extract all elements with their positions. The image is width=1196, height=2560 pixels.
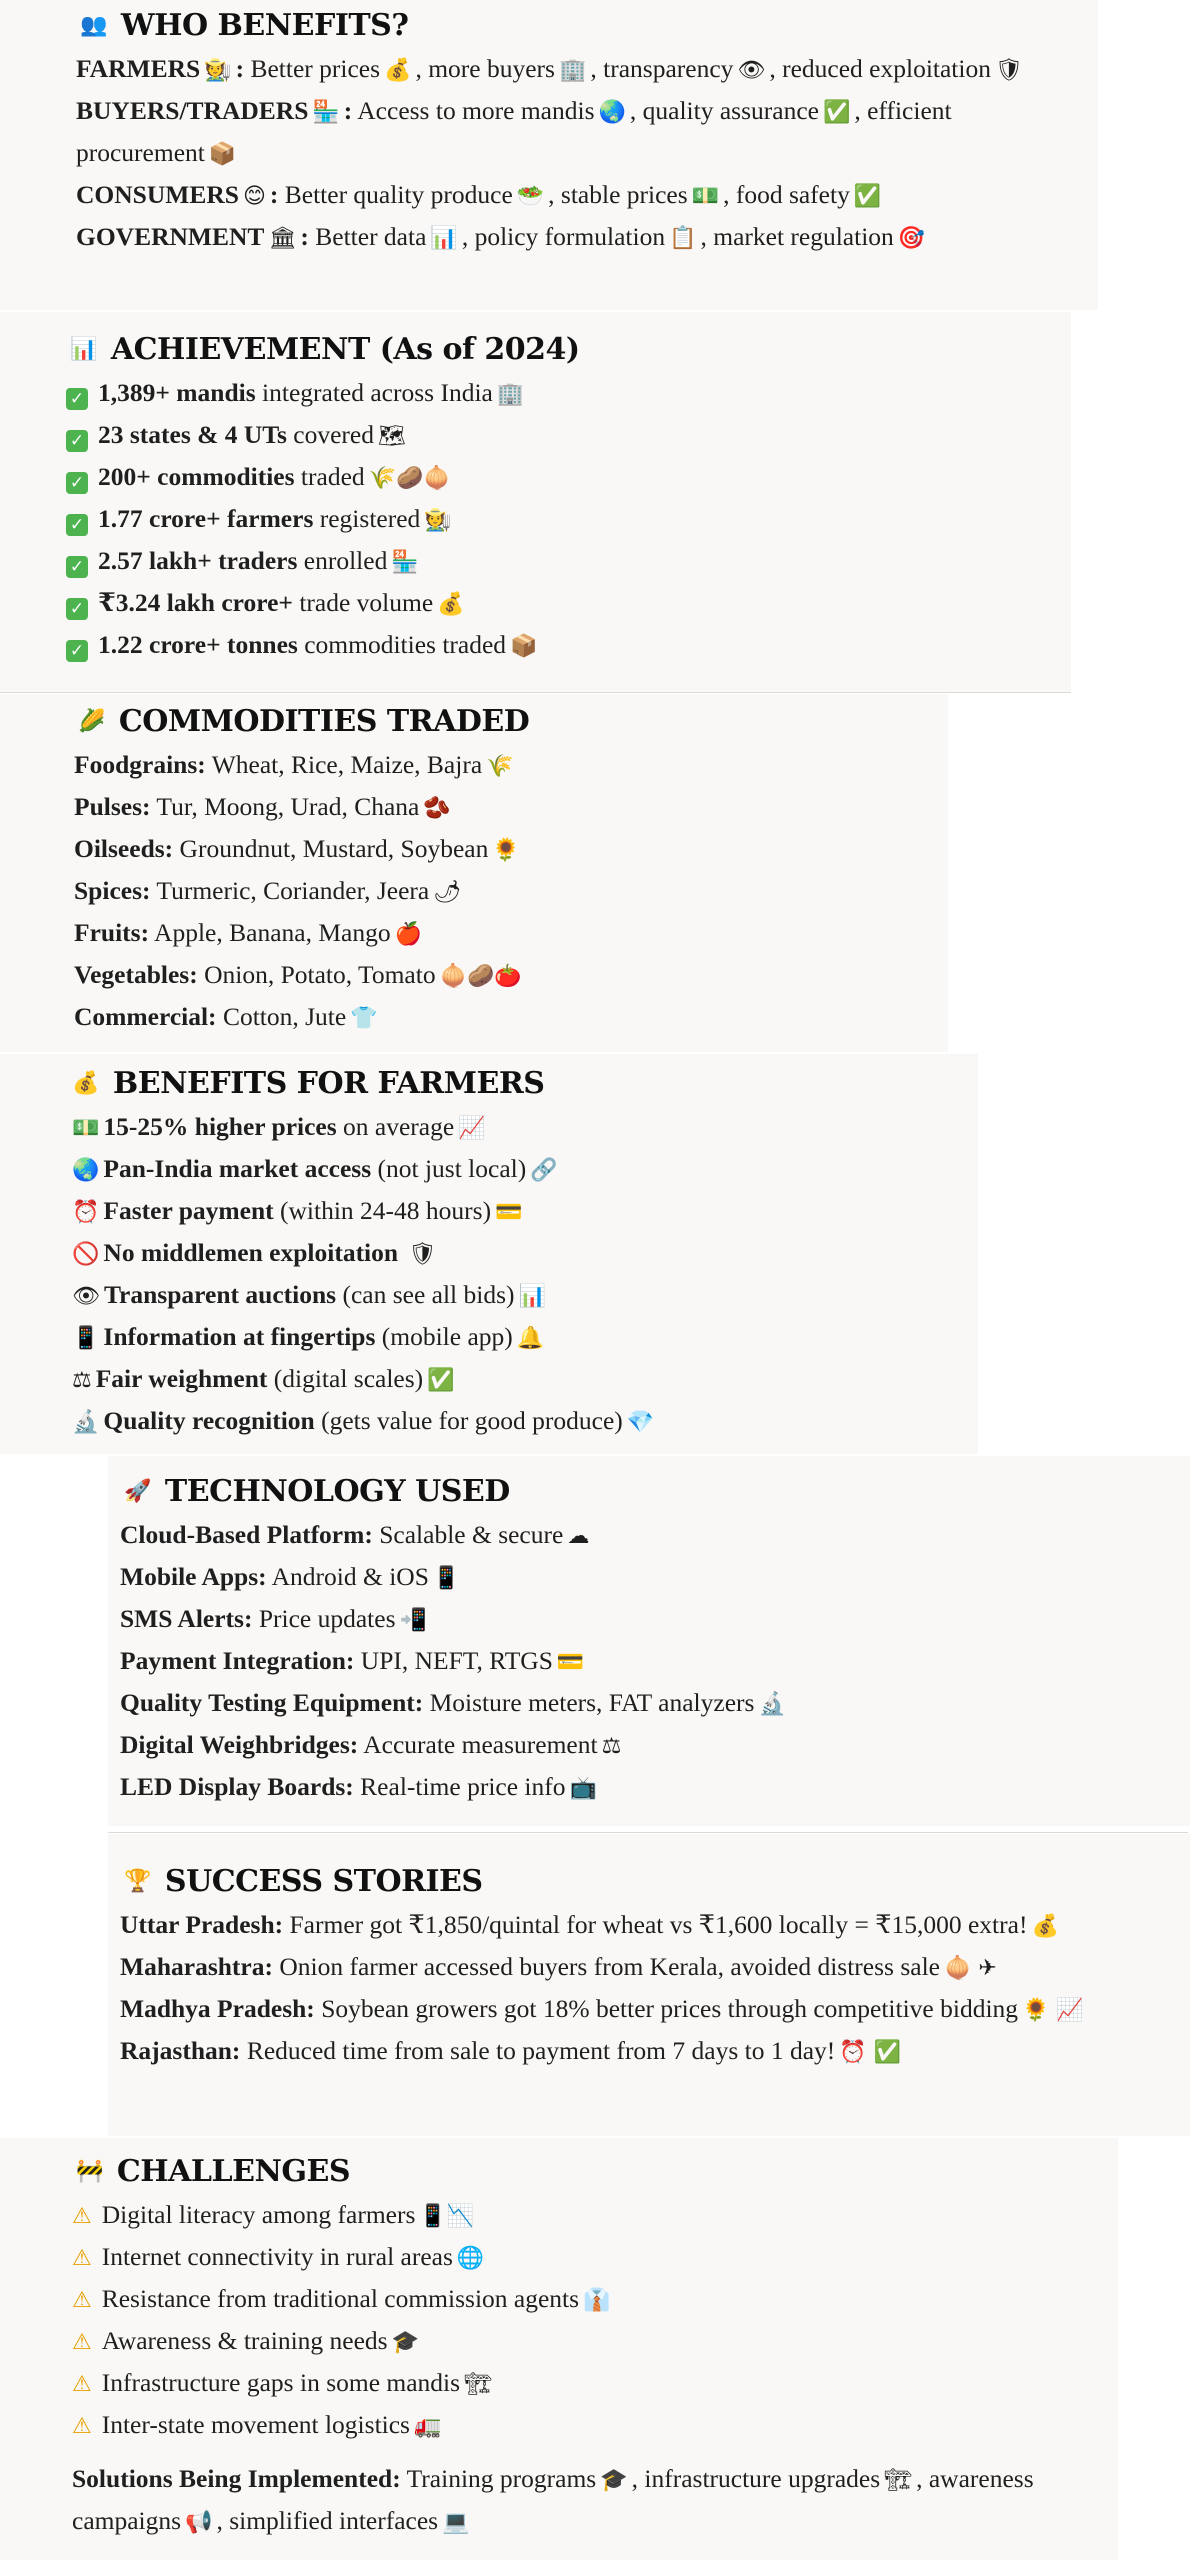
item-text: Price updates — [258, 1604, 396, 1633]
technology-item — [120, 1683, 1190, 1725]
money-bag-icon: 💰 — [384, 58, 412, 83]
construction-icon: 🚧 — [76, 2159, 103, 2184]
who-benefits-section — [0, 0, 1098, 310]
technology-item — [120, 1515, 1190, 1557]
item-label: 1.22 crore+ tonnes — [98, 630, 298, 659]
check-icon: ✅ — [853, 184, 882, 209]
store-icon: 🏪 — [312, 100, 340, 125]
checkmark-icon: ✓ — [66, 598, 88, 620]
item-text: Android & iOS — [271, 1562, 429, 1591]
benefit-item — [68, 1401, 978, 1443]
checkmark-icon: ✓ — [66, 514, 88, 536]
item-emoji-icon: 🔗 — [530, 1158, 558, 1183]
warning-icon: ⚠ — [72, 2414, 92, 2439]
item-emoji-icon: 🌐 — [456, 2246, 485, 2271]
item-text: Onion farmer accessed buyers from Kerala, avoided distress sale — [279, 1952, 940, 1981]
item-emoji-icon: 💎 — [626, 1410, 655, 1435]
challenges-section — [0, 2138, 1118, 2560]
item-text: Digital literacy among farmers — [101, 2200, 416, 2229]
item-text: commodities traded — [304, 630, 507, 659]
trophy-icon: 🏆 — [124, 1869, 151, 1894]
warning-icon: ⚠ — [72, 2330, 92, 2355]
item-label: Pan-India market access — [103, 1154, 372, 1183]
commodity-item — [74, 997, 948, 1039]
item-label: Uttar Pradesh: — [120, 1910, 284, 1939]
item-text: (digital scales) — [273, 1364, 424, 1393]
item-text: traded — [300, 462, 365, 491]
challenge-item — [72, 2321, 1118, 2363]
item-text: Infrastructure gaps in some mandis — [101, 2368, 461, 2397]
cash-icon: 💵 — [691, 184, 720, 209]
item-emoji-icon: ⏰ ✅ — [839, 2040, 902, 2065]
salad-icon: 🥗 — [516, 184, 545, 209]
bullet-icon: 🌏 — [72, 1158, 100, 1183]
item-text: Reduced time from sale to payment from 7 days to 1 day! — [246, 2036, 836, 2065]
item-label: Information at fingertips — [103, 1322, 376, 1351]
item-label: Spices: — [74, 876, 151, 905]
government-line: GOVERNMENT 🏛 : Better data 📊 , policy formulation 📋 , market regulation 🎯 — [76, 217, 1098, 259]
item-label: Oilseeds: — [74, 834, 174, 863]
money-bag-icon: 💰 — [72, 1071, 99, 1096]
item-text: Scalable & secure — [379, 1520, 564, 1549]
solutions-line: Solutions Being Implemented: Training programs 🎓 , infrastructure upgrades 🏗 , awareness campaigns 📢 , simplified interfaces 💻 — [72, 2459, 1072, 2543]
benefits-heading: 💰 BENEFITS FOR FARMERS — [72, 1066, 545, 1101]
item-emoji-icon: ⚖ — [601, 1734, 622, 1759]
check-icon: ✅ — [822, 100, 851, 125]
item-label: Commercial: — [74, 1002, 217, 1031]
target-icon: 🎯 — [897, 226, 926, 251]
item-text: Internet connectivity in rural areas — [101, 2242, 453, 2271]
item-emoji-icon: 📲 — [399, 1608, 427, 1633]
commodity-item — [74, 745, 948, 787]
item-text: (not just local) — [377, 1154, 527, 1183]
warning-icon: ⚠ — [72, 2288, 92, 2313]
item-emoji-icon: 🧅 ✈ — [943, 1956, 997, 1981]
item-emoji-icon: 🌾 — [486, 754, 514, 779]
item-emoji-icon: 🏪 — [391, 550, 419, 575]
item-emoji-icon: 🍎 — [394, 922, 422, 947]
item-emoji-icon: 🔔 — [516, 1326, 545, 1351]
item-label: Fruits: — [74, 918, 150, 947]
item-emoji-icon: 📱📉 — [419, 2204, 475, 2229]
who-benefits-heading: 👥 WHO BENEFITS? — [80, 8, 409, 43]
challenge-item — [72, 2279, 1118, 2321]
item-label: 1,389+ mandis — [98, 378, 256, 407]
globe-icon: 🌏 — [598, 100, 626, 125]
consumers-line: CONSUMERS 😊 : Better quality produce 🥗 , stable prices 💵 , food safety ✅ — [76, 175, 1098, 217]
checkmark-icon: ✓ — [66, 556, 88, 578]
item-label: Mobile Apps: — [120, 1562, 267, 1591]
item-label: 200+ commodities — [98, 462, 295, 491]
item-text: integrated across India — [262, 378, 493, 407]
achievement-item — [66, 541, 1071, 583]
shield-icon: 🛡 — [994, 58, 1023, 83]
clipboard-icon: 📋 — [669, 226, 697, 251]
item-emoji-icon: 🌶 — [433, 880, 462, 905]
bullet-icon: 📱 — [72, 1326, 100, 1351]
rocket-icon: 🚀 — [124, 1479, 151, 1504]
success-item — [120, 1947, 1160, 1989]
item-text: on average — [343, 1112, 455, 1141]
item-label: Quality Testing Equipment: — [120, 1688, 424, 1717]
checkmark-icon: ✓ — [66, 472, 88, 494]
item-emoji-icon: 📈 — [458, 1116, 486, 1141]
chart-icon: 📊 — [430, 226, 458, 251]
commodity-item — [74, 955, 948, 997]
item-text: Farmer got ₹1,850/quintal for wheat vs ₹1,600 locally = ₹15,000 extra! — [289, 1910, 1028, 1939]
item-text: Real-time price info — [360, 1772, 566, 1801]
success-section — [108, 1834, 1190, 2136]
item-label: SMS Alerts: — [120, 1604, 253, 1633]
warning-icon: ⚠ — [72, 2372, 92, 2397]
farmers-line: FARMERS 🧑‍🌾 : Better prices 💰 , more buyers 🏢 , transparency 👁 , reduced exploitation 🛡 — [76, 49, 1086, 91]
item-text: (gets value for good produce) — [321, 1406, 623, 1435]
bullet-icon: 🚫 — [72, 1242, 100, 1267]
building-icon: 🏢 — [558, 58, 587, 83]
item-text: Accurate measurement — [363, 1730, 598, 1759]
buyers-line: BUYERS/TRADERS 🏪 : Access to more mandis 🌏 , quality assurance ✅ , efficient procurement 📦 — [76, 91, 1086, 175]
achievement-section — [0, 312, 1071, 692]
item-emoji-icon: 🔬 — [758, 1692, 786, 1717]
bullet-icon: ⏰ — [72, 1200, 100, 1225]
item-emoji-icon: 🎓 — [391, 2330, 420, 2355]
item-label: Digital Weighbridges: — [120, 1730, 359, 1759]
item-text: covered — [293, 420, 374, 449]
megaphone-icon: 📢 — [185, 2510, 213, 2535]
technology-item — [120, 1557, 1190, 1599]
item-emoji-icon: ✅ — [427, 1368, 455, 1393]
item-emoji-icon: 🫘 — [423, 796, 451, 821]
item-text: Turmeric, Coriander, Jeera — [156, 876, 430, 905]
benefit-item — [68, 1359, 978, 1401]
achievement-heading: 📊 ACHIEVEMENT (As of 2024) — [70, 332, 580, 367]
bar-chart-icon: 📊 — [70, 337, 97, 362]
item-text: Onion, Potato, Tomato — [204, 960, 436, 989]
item-text: registered — [319, 504, 421, 533]
item-text: Tur, Moong, Urad, Chana — [156, 792, 420, 821]
item-label: Pulses: — [74, 792, 151, 821]
item-text: (can see all bids) — [342, 1280, 515, 1309]
item-emoji-icon: 💰 — [437, 592, 465, 617]
checkmark-icon: ✓ — [66, 430, 88, 452]
benefit-item — [68, 1191, 978, 1233]
item-emoji-icon: 🌾🥔🧅 — [368, 466, 451, 491]
item-label: Vegetables: — [74, 960, 198, 989]
item-text: UPI, NEFT, RTGS — [360, 1646, 553, 1675]
success-heading: 🏆 SUCCESS STORIES — [124, 1864, 483, 1899]
item-emoji-icon: 🏗 — [464, 2372, 492, 2397]
success-item — [120, 1905, 1160, 1947]
commodity-item — [74, 787, 948, 829]
checkmark-icon: ✓ — [66, 388, 88, 410]
success-item — [120, 1989, 1160, 2031]
technology-section — [108, 1456, 1190, 1826]
benefit-item — [68, 1233, 978, 1275]
benefit-item — [68, 1149, 978, 1191]
item-label: Faster payment — [103, 1196, 274, 1225]
item-label: No middlemen exploitation — [103, 1238, 399, 1267]
bullet-icon: 💵 — [72, 1116, 100, 1141]
item-text: Soybean growers got 18% better prices through competitive bidding — [321, 1994, 1019, 2023]
item-text: Apple, Banana, Mango — [154, 918, 391, 947]
challenges-heading: 🚧 CHALLENGES — [76, 2154, 351, 2189]
item-label: LED Display Boards: — [120, 1772, 354, 1801]
item-text: (mobile app) — [381, 1322, 513, 1351]
bullet-icon: 🔬 — [72, 1410, 100, 1435]
item-label: Maharashtra: — [120, 1952, 273, 1981]
item-emoji-icon: 📊 — [518, 1284, 546, 1309]
item-label: Transparent auctions — [103, 1280, 337, 1309]
achievement-item — [66, 457, 1071, 499]
item-label: ₹3.24 lakh crore+ — [98, 588, 293, 617]
item-text: enrolled — [303, 546, 388, 575]
item-emoji-icon: 🌻 📈 — [1022, 1998, 1084, 2023]
challenge-item — [72, 2405, 1118, 2447]
technology-heading: 🚀 TECHNOLOGY USED — [124, 1474, 510, 1509]
challenge-item — [72, 2237, 1118, 2279]
item-label: Madhya Pradesh: — [120, 1994, 315, 2023]
technology-item — [120, 1599, 1190, 1641]
graduation-cap-icon: 🎓 — [600, 2468, 628, 2493]
item-label: Foodgrains: — [74, 750, 206, 779]
item-emoji-icon: 🧅🥔🍅 — [439, 964, 522, 989]
item-emoji-icon: 🗺 — [377, 424, 406, 449]
package-icon: 📦 — [208, 142, 237, 167]
benefit-item — [68, 1275, 978, 1317]
item-emoji-icon: 💰 — [1031, 1914, 1059, 1939]
challenge-item — [72, 2363, 1118, 2405]
item-text: Resistance from traditional commission agents — [101, 2284, 580, 2313]
item-text: Wheat, Rice, Maize, Bajra — [211, 750, 483, 779]
checkmark-icon: ✓ — [66, 640, 88, 662]
warning-icon: ⚠ — [72, 2204, 92, 2229]
item-text: trade volume — [299, 588, 434, 617]
item-label: 2.57 lakh+ traders — [98, 546, 298, 575]
item-emoji-icon: 🛡 — [408, 1242, 437, 1267]
item-label: Quality recognition — [103, 1406, 315, 1435]
laptop-icon: 💻 — [442, 2510, 470, 2535]
achievement-item — [66, 583, 1071, 625]
achievement-item — [66, 625, 1071, 667]
item-text: Inter-state movement logistics — [101, 2410, 410, 2439]
item-label: 15-25% higher prices — [103, 1112, 337, 1141]
item-emoji-icon: 📱 — [432, 1566, 461, 1591]
commodity-item — [74, 829, 948, 871]
item-label: Fair weighment — [95, 1364, 268, 1393]
bullet-icon: ⚖ — [72, 1368, 92, 1393]
eye-icon: 👁 — [737, 58, 766, 83]
benefit-item — [68, 1317, 978, 1359]
item-emoji-icon: 📺 — [569, 1776, 597, 1801]
smile-icon: 😊 — [242, 184, 266, 209]
item-emoji-icon: 🌻 — [492, 838, 520, 863]
bullet-icon: 👁 — [72, 1284, 100, 1309]
item-label: 1.77 crore+ farmers — [98, 504, 314, 533]
item-text: Groundnut, Mustard, Soybean — [179, 834, 489, 863]
commodity-item — [74, 871, 948, 913]
commodities-heading: 🌽 COMMODITIES TRADED — [78, 704, 530, 739]
item-emoji-icon: 🏢 — [496, 382, 525, 407]
achievement-item — [66, 499, 1071, 541]
achievement-item — [66, 373, 1071, 415]
technology-item — [120, 1641, 1190, 1683]
item-text: Awareness & training needs — [101, 2326, 388, 2355]
item-label: Rajasthan: — [120, 2036, 241, 2065]
farmer-icon: 🧑‍🌾 — [204, 58, 232, 83]
item-text: (within 24-48 hours) — [280, 1196, 492, 1225]
item-emoji-icon: 👕 — [350, 1006, 378, 1031]
item-emoji-icon: 💳 — [495, 1200, 523, 1225]
achievement-item — [66, 415, 1071, 457]
item-emoji-icon: 💳 — [556, 1650, 585, 1675]
warning-icon: ⚠ — [72, 2246, 92, 2271]
item-label: Cloud-Based Platform: — [120, 1520, 373, 1549]
item-emoji-icon: 📦 — [510, 634, 538, 659]
benefits-section — [0, 1054, 978, 1454]
challenge-item — [72, 2195, 1118, 2237]
bank-icon: 🏛 — [268, 226, 297, 251]
technology-item — [120, 1725, 1190, 1767]
technology-item — [120, 1767, 1190, 1809]
item-emoji-icon: ☁ — [567, 1524, 590, 1549]
benefit-item — [68, 1107, 978, 1149]
item-text: Cotton, Jute — [222, 1002, 347, 1031]
item-label: 23 states & 4 UTs — [98, 420, 287, 449]
success-item — [120, 2031, 1160, 2073]
commodities-section — [0, 694, 948, 1052]
corn-icon: 🌽 — [78, 709, 105, 734]
item-text: Moisture meters, FAT analyzers — [429, 1688, 755, 1717]
commodity-item — [74, 913, 948, 955]
item-emoji-icon: 🚛 — [413, 2414, 442, 2439]
construction-site-icon: 🏗 — [884, 2468, 913, 2493]
people-icon: 👥 — [80, 13, 107, 38]
item-label: Payment Integration: — [120, 1646, 355, 1675]
item-emoji-icon: 🧑‍🌾 — [424, 508, 452, 533]
item-emoji-icon: 👔 — [583, 2288, 611, 2313]
